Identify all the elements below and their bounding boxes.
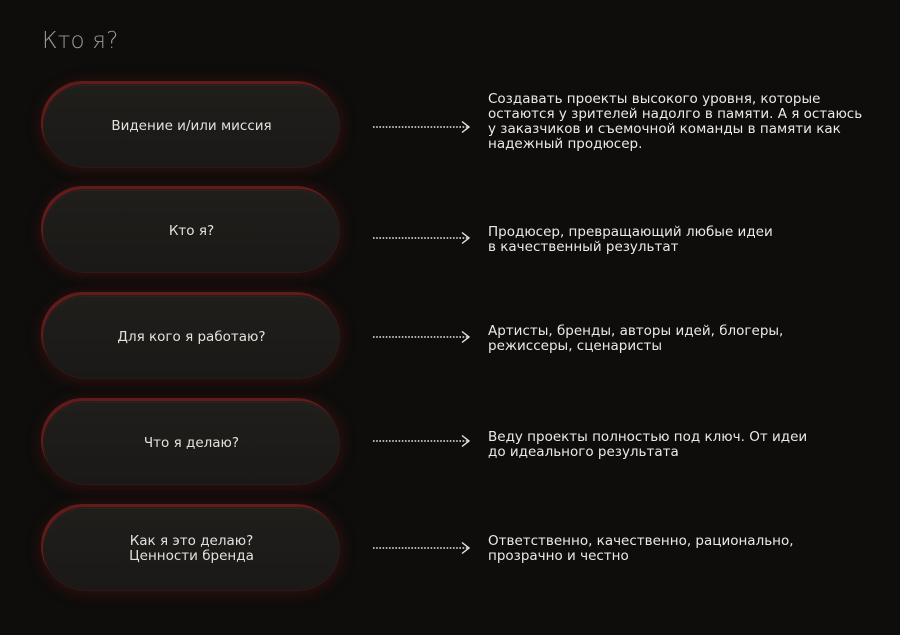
row-description: Веду проекты полностью под ключ. От идеи до идеального результата: [488, 429, 808, 460]
page-title: Кто я?: [42, 28, 119, 54]
row-description: Продюсер, превращающий любые идеи в качественный результат: [488, 224, 773, 255]
pill-who-am-i: [43, 189, 340, 273]
dotted-arrow-icon: [372, 541, 474, 555]
pill-label: Для кого я работаю?: [117, 328, 266, 345]
row-description: Артисты, бренды, авторы идей, блогеры, режиссеры, сценаристы: [488, 323, 784, 354]
pill-vision: [43, 84, 340, 168]
pill-label: Кто я?: [168, 222, 215, 239]
dotted-arrow-icon: [372, 330, 474, 344]
pill-what-i-do: [43, 401, 340, 485]
row-description: Ответственно, качественно, рационально, прозрачно и честно: [488, 533, 794, 564]
pill-how-i-do-it: [43, 507, 340, 591]
pill-label: Что я делаю?: [143, 434, 240, 451]
dotted-arrow-icon: [372, 434, 474, 448]
row-description: Создавать проекты высокого уровня, которые остаются у зрителей надолго в памяти. А я остаюсь у заказчиков и съемочной команды в памяти как надежный продюсер.: [488, 91, 863, 152]
pill-label: Как я это делаю? Ценности бренда: [129, 533, 254, 564]
pill-label: Видение и/или миссия: [111, 117, 272, 134]
pill-audience: [43, 295, 340, 379]
dotted-arrow-icon: [372, 231, 474, 245]
dotted-arrow-icon: [372, 120, 474, 134]
